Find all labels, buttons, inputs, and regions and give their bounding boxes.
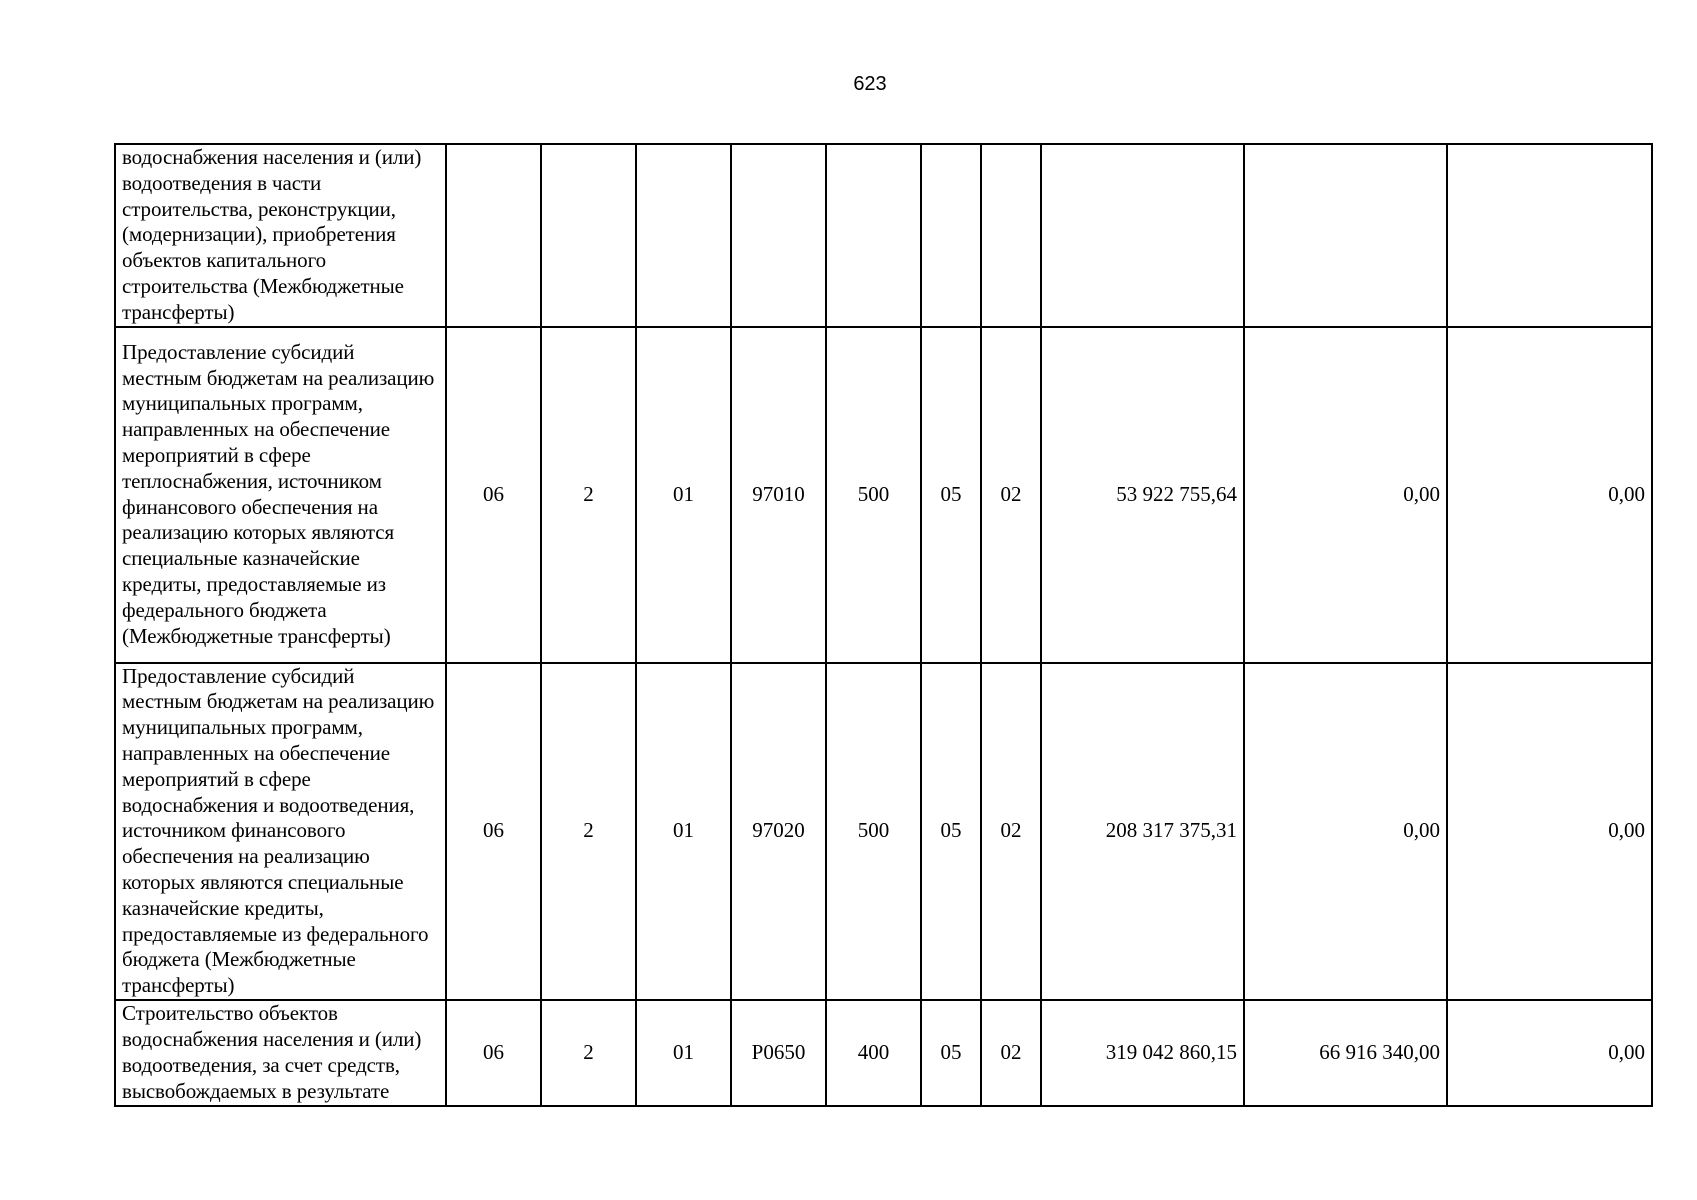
amount-year-2-cell: 66 916 340,00 [1244,1000,1447,1106]
amount-year-3-cell [1447,144,1652,327]
subsection-code-cell [981,144,1041,327]
table-row [115,144,1652,327]
amount-year-1-cell: 53 922 755,64 [1041,327,1244,663]
section-code-cell: 05 [921,663,981,1000]
subsection-code-cell: 02 [981,327,1041,663]
page-number: 623 [853,73,887,95]
budget-table [114,143,1653,1107]
expense-type-cell: 500 [826,327,921,663]
direction-code-cell: 97020 [731,663,826,1000]
expense-type-cell: 400 [826,1000,921,1106]
program-code-cell: 06 [446,1000,541,1106]
expense-type-cell: 500 [826,663,921,1000]
expense-type-cell [826,144,921,327]
subprogram-code-cell: 2 [541,663,636,1000]
direction-code-cell: P0650 [731,1000,826,1106]
subprogram-code-cell: 2 [541,327,636,663]
table-row [115,663,1652,1000]
direction-code-cell: 97010 [731,327,826,663]
amount-year-1-cell: 208 317 375,31 [1041,663,1244,1000]
subsection-code-cell: 02 [981,1000,1041,1106]
program-code-cell: 06 [446,327,541,663]
main-event-code-cell [636,144,731,327]
main-event-code-cell: 01 [636,327,731,663]
program-code-cell: 06 [446,663,541,1000]
main-event-code-cell: 01 [636,1000,731,1106]
row-description: Строительство объектов водоснабжения населения и (или) водоотведения, за счет средств, высвобождаемых в результате [115,1000,446,1106]
program-code-cell [446,144,541,327]
row-description: водоснабжения населения и (или) водоотведения в части строительства, реконструкции, (модернизации), приобретения объектов капитального строительства (Межбюджетные трансферты) [115,144,446,327]
subprogram-code-cell [541,144,636,327]
row-description: Предоставление субсидий местным бюджетам на реализацию муниципальных программ, направленных на обеспечение мероприятий в сфере водоснабжения и водоотведения, источником финансового обеспечения на реализацию которых являются специальные казначейские кредиты, предоставляемые из федерального бюджета (Межбюджетные трансферты) [115,663,446,1000]
section-code-cell [921,144,981,327]
row-description: Предоставление субсидий местным бюджетам на реализацию муниципальных программ, направленных на обеспечение мероприятий в сфере теплоснабжения, источником финансового обеспечения на реализацию которых являются специальные казначейские кредиты, предоставляемые из федерального бюджета (Межбюджетные трансферты) [115,327,446,663]
subsection-code-cell: 02 [981,663,1041,1000]
amount-year-1-cell [1041,144,1244,327]
amount-year-3-cell: 0,00 [1447,663,1652,1000]
amount-year-2-cell: 0,00 [1244,663,1447,1000]
amount-year-2-cell [1244,144,1447,327]
table-row [115,327,1652,663]
subprogram-code-cell: 2 [541,1000,636,1106]
amount-year-2-cell: 0,00 [1244,327,1447,663]
main-event-code-cell: 01 [636,663,731,1000]
section-code-cell: 05 [921,1000,981,1106]
table-row [115,1000,1652,1106]
amount-year-1-cell: 319 042 860,15 [1041,1000,1244,1106]
amount-year-3-cell: 0,00 [1447,327,1652,663]
direction-code-cell [731,144,826,327]
section-code-cell: 05 [921,327,981,663]
amount-year-3-cell: 0,00 [1447,1000,1652,1106]
